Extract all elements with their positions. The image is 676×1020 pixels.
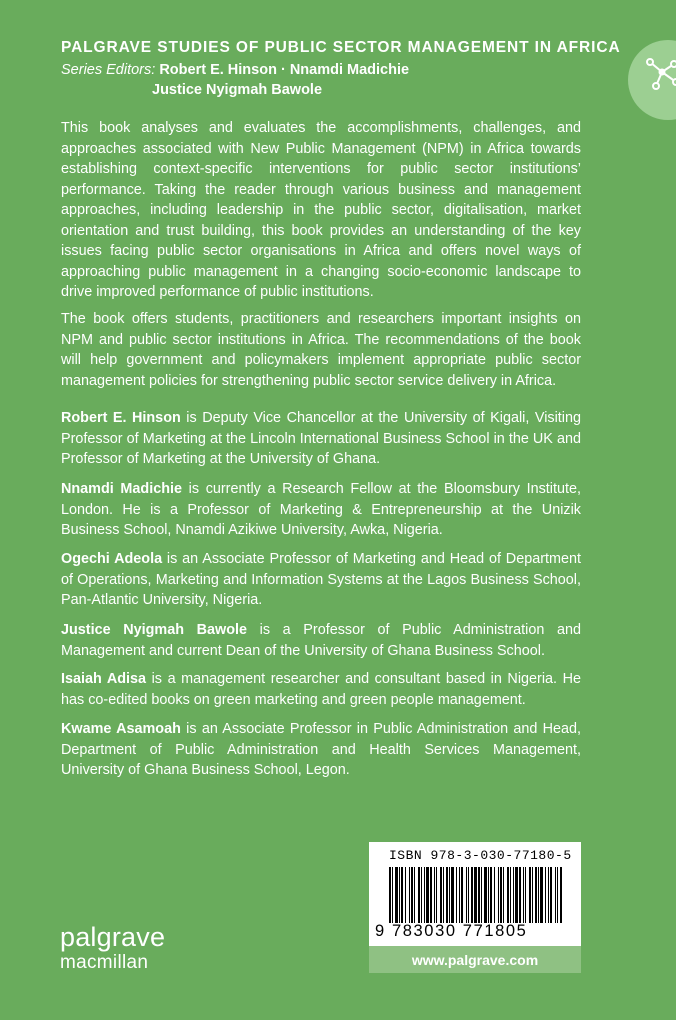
author-name: Ogechi Adeola bbox=[61, 551, 163, 567]
publisher-logo bbox=[60, 924, 165, 972]
publisher-logo-line2: macmillan bbox=[60, 952, 149, 973]
author-bio bbox=[61, 669, 581, 710]
author-bio bbox=[61, 719, 581, 781]
author-bio bbox=[61, 620, 581, 661]
series-editors-line1: Robert E. Hinson · Nnamdi Madichie bbox=[155, 62, 410, 78]
author-bio bbox=[61, 549, 581, 611]
series-editors-label: Series Editors: bbox=[61, 62, 156, 78]
barcode-box bbox=[369, 842, 581, 946]
publisher-logo-line1: palgrave bbox=[60, 922, 166, 952]
description-text-1: This book analyses and evaluates the accomplishments, challenges, and approaches associated with New Public Management (NPM) in Africa towards establishing context-specific interventions for public sector institutions’ performance. Taking the reader through various business and management approaches, including leadership in the public sector, digitalisation, market orientation and trust building, this book provides an understanding of the key issues facing public sector organisations in Africa and offers novel ways of approaching public management in a changing socio-economic landscape to drive improved performance of public institutions. bbox=[61, 120, 581, 300]
author-bio bbox=[61, 408, 581, 470]
series-editors bbox=[61, 60, 409, 100]
author-name: Nnamdi Madichie bbox=[61, 481, 182, 497]
description-paragraph-2 bbox=[61, 309, 581, 391]
author-bio-text: is Deputy Vice Chancellor at the University of Kigali, Visiting Professor of Marketing at the Lincoln International Business School in the UK and Professor of Marketing at the University of Ghana. bbox=[61, 410, 582, 467]
author-bio-text: is an Associate Professor in Public Administration and Head, Department of Public Administration and Health Services Management, University of Ghana Business School, Legon. bbox=[61, 721, 582, 778]
springer-logo-circle bbox=[628, 40, 676, 120]
series-title: PALGRAVE STUDIES OF PUBLIC SECTOR MANAGEMENT IN AFRICA bbox=[61, 39, 621, 56]
isbn-text: ISBN 978-3-030-77180-5 bbox=[389, 848, 572, 863]
author-name: Justice Nyigmah Bawole bbox=[61, 622, 248, 638]
author-bio-text: is an Associate Professor of Marketing and Head of Department of Operations, Marketing and Information Systems at the Lagos Business School, Pan-Atlantic University, Nigeria. bbox=[61, 551, 581, 608]
series-editors-line2: Justice Nyigmah Bawole bbox=[152, 82, 323, 98]
publisher-url: www.palgrave.com bbox=[369, 946, 581, 973]
description-paragraph-1 bbox=[61, 118, 581, 303]
barcode-digits: 9 783030 771805 bbox=[375, 922, 528, 940]
barcode-image bbox=[387, 867, 563, 923]
author-bio-text: is a Professor of Public Administration and Management and current Dean of the University of Ghana Business School. bbox=[61, 622, 581, 659]
description-text-2: The book offers students, practitioners and researchers important insights on NPM and public sector institutions in Africa. The recommendations of the book will help government and policymakers implement appropriate public sector management policies for strengthening public sector service delivery in Africa. bbox=[61, 311, 581, 389]
springer-network-icon bbox=[642, 54, 676, 94]
author-name: Kwame Asamoah bbox=[61, 721, 181, 737]
author-name: Isaiah Adisa bbox=[61, 671, 147, 687]
author-bio-text: is currently a Research Fellow at the Bloomsbury Institute, London. He is a Professor of Marketing & Entrepreneurship at the Unizik Business School, Nnamdi Azikiwe University, Awka, Nigeria. bbox=[61, 481, 581, 538]
author-bio-text: is a management researcher and consultant based in Nigeria. He has co-edited books on green marketing and green people management. bbox=[61, 671, 581, 708]
author-name: Robert E. Hinson bbox=[61, 410, 181, 426]
author-bio bbox=[61, 479, 581, 541]
